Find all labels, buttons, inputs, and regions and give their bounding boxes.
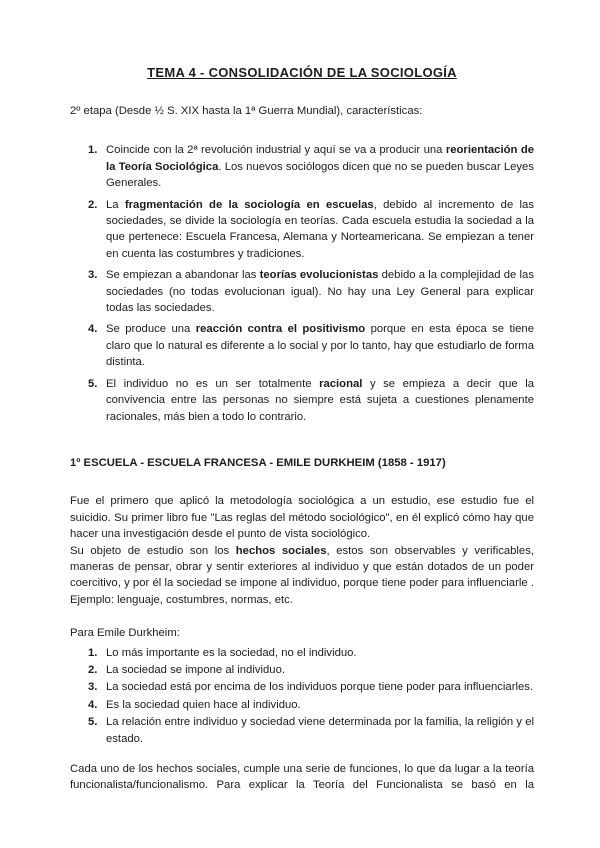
- list-item-number: 4.: [88, 323, 98, 336]
- bold-text-run: racional: [319, 377, 363, 390]
- text-run: Coincide con la 2ª revolución industrial y aquí se va a producir una: [106, 144, 446, 157]
- list-item-text: [106, 321, 534, 370]
- list-item: [70, 697, 534, 713]
- school-section-heading: 1º ESCUELA - ESCUELA FRANCESA - EMILE DURKHEIM (1858 - 1917): [70, 456, 446, 469]
- text-run: , debido al incremento de las sociedades, se divide la sociología en teorías. Cada escuela estudia la sociedad a la que pertenece: Escuela Francesa, Alemana y Norteamericana. Se empiezan a tener en cuenta las costumbres y tradiciones.: [106, 198, 534, 260]
- list-item-number: 5.: [88, 716, 98, 729]
- list-item-number: 3.: [88, 269, 98, 282]
- text-run: y se empieza a decir que la convivencia entre las personas no siempre está sujeta a cuestiones plenamente racionales, más bien a todo lo contrario.: [106, 377, 534, 423]
- document-title: TEMA 4 - CONSOLIDACIÓN DE LA SOCIOLOGÍA: [147, 65, 457, 80]
- list-item-number: 5.: [88, 377, 98, 390]
- bold-text-run: reorientación de la Teoría Sociológica: [106, 144, 534, 173]
- list-item-text: [106, 197, 534, 263]
- list-item-number: 2.: [88, 663, 98, 676]
- list-item-text: La relación entre individuo y sociedad viene determinada por la familia, la religión y el estado.: [106, 716, 534, 745]
- durkheim-list-intro: Para Emile Durkheim:: [70, 627, 180, 640]
- list-item-text: Es la sociedad quien hace al individuo.: [106, 698, 301, 711]
- list-item-number: 3.: [88, 681, 98, 694]
- list-item-number: 1.: [88, 646, 98, 659]
- closing-paragraph: Cada uno de los hechos sociales, cumple una serie de funciones, lo que da lugar a la teoría funcionalista/funcionalismo. Para explicar la Teoría del Funcionalista se basó en la: [70, 763, 534, 792]
- list-item-number: 1.: [88, 144, 98, 157]
- stage-intro-paragraph: 2º etapa (Desde ½ S. XIX hasta la 1ª Guerra Mundial), características:: [70, 105, 423, 117]
- list-item-text: [106, 376, 534, 425]
- list-item: [70, 645, 534, 661]
- list-item-number: 4.: [88, 698, 98, 711]
- list-item-text: Lo más importante es la sociedad, no el individuo.: [106, 646, 357, 659]
- list-item: [70, 321, 534, 370]
- bold-text-run: hechos sociales: [235, 544, 327, 557]
- list-item: [70, 714, 534, 747]
- text-run: Se produce una: [106, 323, 196, 336]
- text-run: porque en esta época se tiene claro que lo natural es diferente a lo social y por lo tanto, hay que estudiarlo de forma distinta.: [106, 323, 534, 369]
- text-run: Se empiezan a abandonar las: [106, 269, 260, 282]
- list-item-number: 2.: [88, 198, 98, 211]
- bold-text-run: fragmentación de la sociología en escuelas: [124, 198, 374, 211]
- list-item-text: [106, 267, 534, 316]
- text-run: El individuo no es un ser totalmente: [106, 377, 320, 390]
- characteristics-list: [70, 142, 534, 425]
- bold-text-run: reacción contra el positivismo: [195, 323, 366, 336]
- text-run: debido a la complejidad de las sociedades (no todas evolucionan igual). No hay una Ley General para explicar todas las sociedades.: [106, 269, 534, 315]
- text-run: , estos son observables y verificables, maneras de pensar, obrar y sentir exteriores al individuo y que están dotados de un poder coercitivo, y por él la sociedad se impone al individuo, porque tiene poder para influenciarle . Ejemplo: lenguaje, costumbres, normas, etc.: [70, 544, 534, 606]
- list-item-text: La sociedad está por encima de los individuos porque tiene poder para influenciarles.: [106, 681, 534, 694]
- text-run: . Los nuevos sociólogos dicen que no se pueden buscar Leyes Generales.: [106, 160, 534, 190]
- list-item: [70, 267, 534, 316]
- bold-text-run: teorías evolucionistas: [259, 269, 379, 282]
- text-run: La: [106, 198, 125, 211]
- list-item: [70, 142, 534, 191]
- durkheim-points-list: [70, 645, 534, 747]
- list-item: [70, 679, 534, 695]
- list-item: [70, 197, 534, 263]
- list-item-text: [106, 142, 534, 191]
- list-item: [70, 662, 534, 678]
- text-run: Su objeto de estudio son los: [70, 544, 236, 557]
- durkheim-paragraph-2: [70, 543, 534, 609]
- durkheim-paragraph-1: Fue el primero que aplicó la metodología sociológica a un estudio, ese estudio fue el suicidio. Su primer libro fue "Las reglas del método sociológico", en él explicó cómo hay que hacer una investigación desde el punto de vista sociológico.: [70, 495, 534, 541]
- durkheim-paragraphs: [70, 493, 534, 608]
- list-item-text: La sociedad se impone al individuo.: [106, 663, 285, 676]
- list-item: [70, 376, 534, 425]
